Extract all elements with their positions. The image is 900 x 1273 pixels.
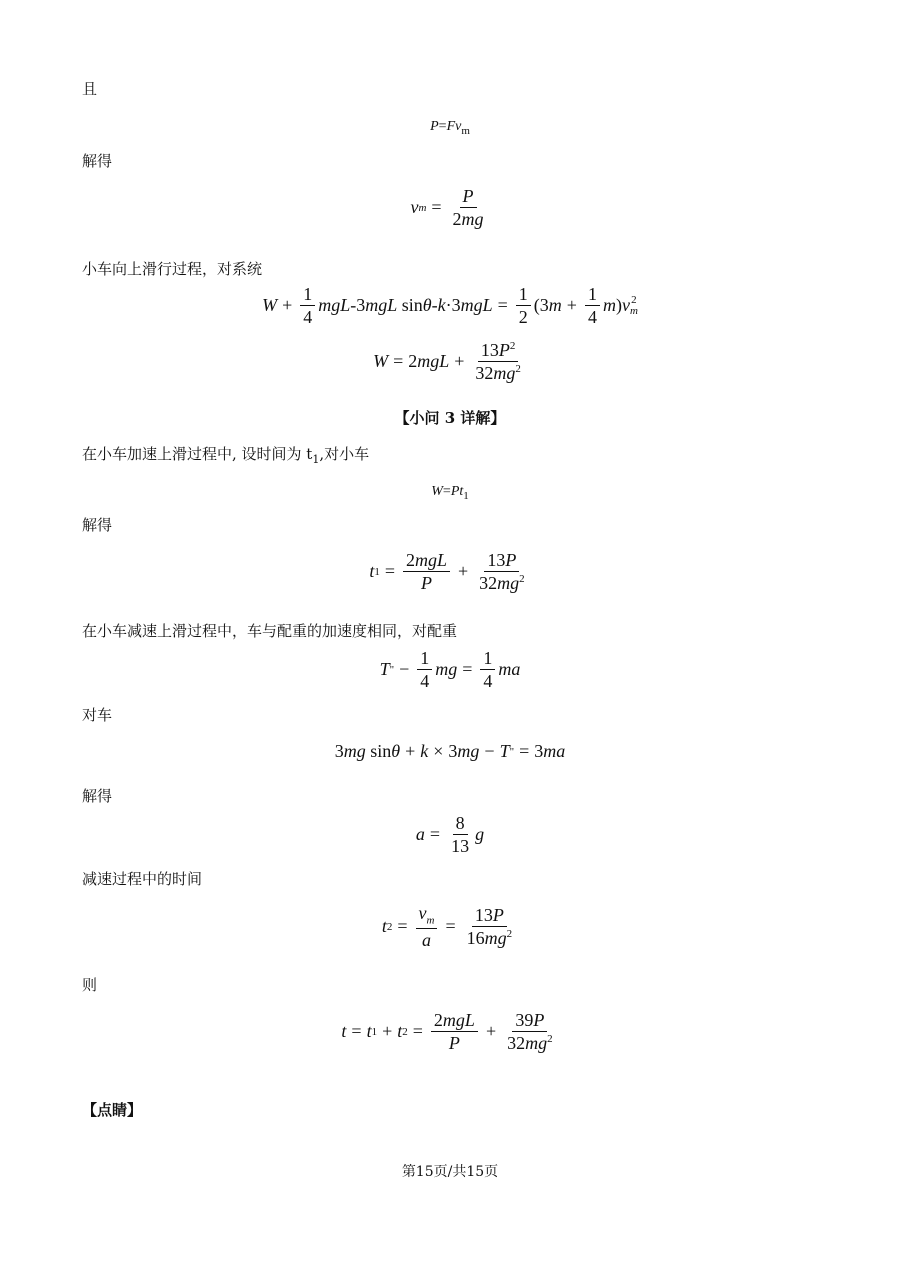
equation-t2: t 2 = $\frac{v_m}{a}$ = $\frac{13P}{16mg^2}$ <box>381 903 513 950</box>
text-decel-time: 减速过程中的时间 <box>82 870 203 888</box>
text-system: 小车向上滑行过程，对系统 <box>82 260 263 278</box>
text-decelerate: 在小车减速上滑过程中，车与配重的加速度相同，对配重 <box>82 622 458 640</box>
equation-work-energy: W + $\frac{1}{4}$ mgL -3 mgL sin θ - k ·3 mgL = $\frac{1}{2}$ (3 m + $\frac{1}{4}$ m ) v 2 m <box>262 284 638 328</box>
text-dianjing: 【点睛】 <box>82 1101 143 1119</box>
equation-power: $P=Fv_m$ <box>430 119 470 137</box>
equation-car: 3 mg sin θ + k × 3 mg − T " = 3 ma <box>334 741 566 761</box>
text-accelerate: 在小车加速上滑过程中, 设时间为 $t_1$,对小车 <box>82 445 370 466</box>
text-jiede-3: 解得 <box>82 787 113 805</box>
equation-a: a = $\frac{8}{13}$ g <box>415 813 485 857</box>
equation-counterweight: T " − $\frac{1}{4}$ mg = $\frac{1}{4}$ ma <box>379 648 521 692</box>
equation-W: W = 2 mgL + $\frac{13P^2}{32mg^2}$ <box>373 340 521 384</box>
text-jiede-1: 解得 <box>82 152 113 170</box>
equation-W-Pt1: $W=Pt_1$ <box>431 484 469 502</box>
section-heading: 【小问 3 详解】 <box>394 409 506 427</box>
text-ze: 则 <box>82 976 98 994</box>
text-car: 对车 <box>82 706 113 724</box>
equation-t-total: t = t 1 + t 2 = $\frac{\text{2mgL}}{P}$ + $\frac{39P}{32mg^2}$ <box>341 1010 553 1054</box>
text-jiede-2: 解得 <box>82 516 113 534</box>
text-qie: 且 <box>82 80 98 98</box>
equation-vm: v m = $\frac{P}{2mg}$ <box>410 186 484 230</box>
page-footer: 第15页/共15页 <box>401 1164 499 1180</box>
equation-t1: t 1 = $\frac{\text{2mgL}}{P}$ + $\frac{13P}{32mg^2}$ <box>369 550 525 594</box>
